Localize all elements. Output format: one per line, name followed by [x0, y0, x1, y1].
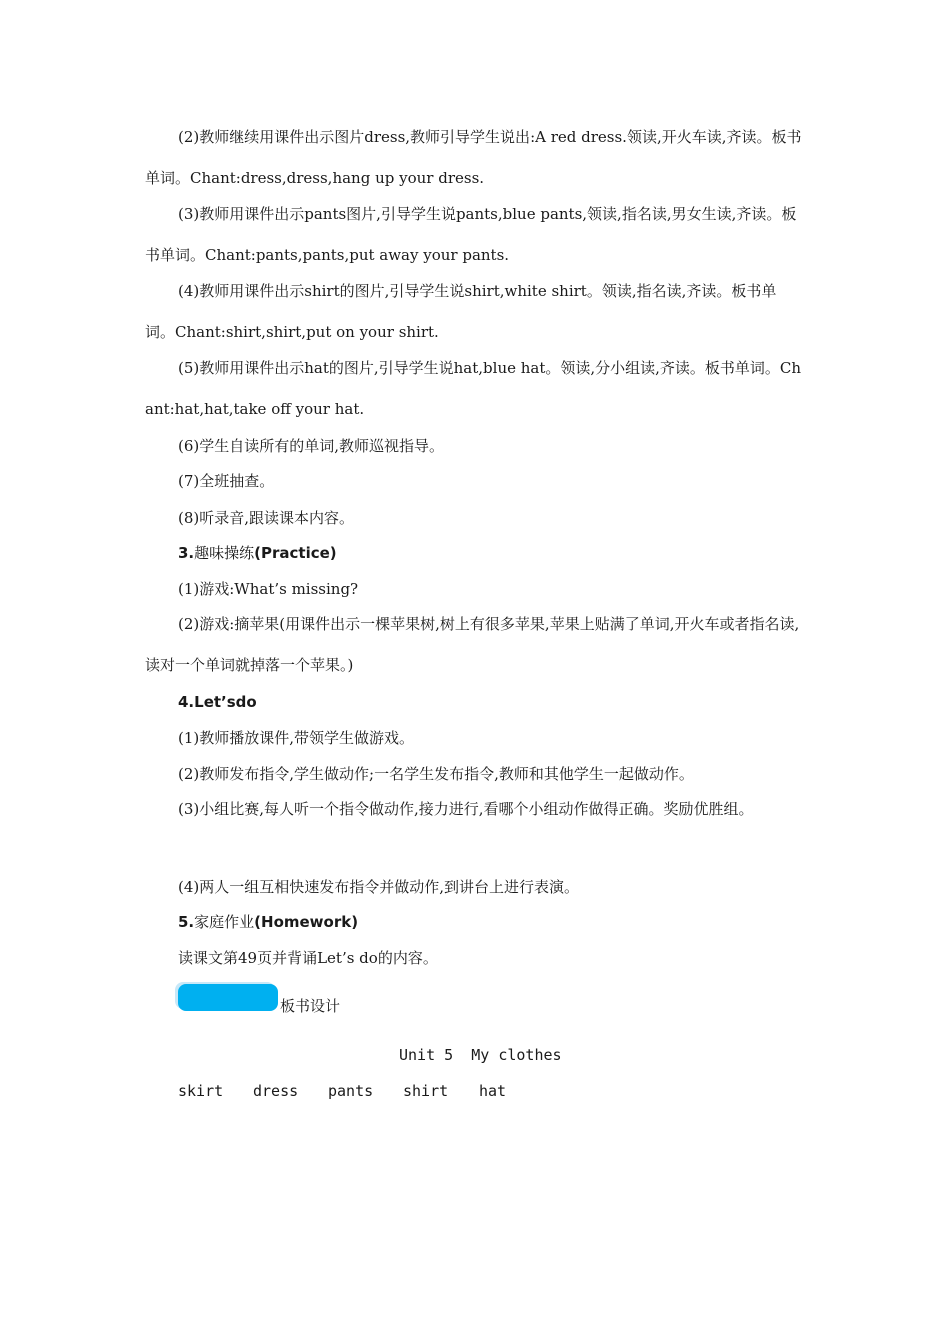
paragraph-step-6: (6)学生自读所有的单词,教师巡视指导。: [178, 437, 445, 455]
board-word: dress: [253, 1082, 299, 1100]
lets-do-item-1: (1)教师播放课件,带领学生做游戏。: [178, 729, 415, 747]
board-word: shirt: [403, 1082, 449, 1100]
lets-do-item-2: (2)教师发布指令,学生做动作;一名学生发布指令,教师和其他学生一起做动作。: [178, 765, 694, 783]
section-number: 3.: [178, 544, 195, 562]
paragraph-step-3: (3)教师用课件出示pants图片,引导学生说pants,blue pants,领读,指名读,男女生读,齐读。板书单词。Chant:pants,pants,put away your pants.: [145, 205, 797, 264]
paragraph-step-4: (4)教师用课件出示shirt的图片,引导学生说shirt,white shirt。领读,指名读,齐读。板书单词。Chant:shirt,shirt,put on your shirt.: [145, 282, 777, 341]
board-word: hat: [479, 1082, 507, 1100]
board-word: skirt: [178, 1082, 224, 1100]
practice-item-1: (1)游戏:What’s missing?: [178, 580, 359, 598]
board-title: Unit 5 My clothes: [399, 1046, 562, 1064]
board-design-label: 板书设计: [280, 997, 341, 1015]
section-title-en: (Homework): [254, 913, 359, 931]
section-heading-homework: [178, 912, 358, 932]
section-title-cn: 家庭作业: [194, 913, 255, 931]
section-heading-lets-do: 4.Let’sdo: [178, 693, 257, 711]
section-heading-practice: [178, 543, 337, 563]
section-title-cn: 趣味操练: [194, 544, 255, 562]
board-word: pants: [328, 1082, 374, 1100]
paragraph-step-8: (8)听录音,跟读课本内容。: [178, 509, 355, 527]
paragraph-step-2: (2)教师继续用课件出示图片dress,教师引导学生说出:A red dress.领读,开火车读,齐读。板书单词。Chant:dress,dress,hang up your dress.: [145, 128, 802, 187]
lets-do-item-3: (3)小组比赛,每人听一个指令做动作,接力进行,看哪个小组动作做得正确。奖励优胜组。: [178, 800, 754, 818]
homework-item-1: 读课文第49页并背诵Let’s do的内容。: [178, 949, 438, 967]
practice-item-2: (2)游戏:摘苹果(用课件出示一棵苹果树,树上有很多苹果,苹果上贴满了单词,开火车或者指名读,读对一个单词就掉落一个苹果。): [145, 615, 800, 674]
paragraph-step-7: (7)全班抽查。: [178, 472, 275, 490]
section-title-en: (Practice): [254, 544, 337, 562]
lets-do-item-4: (4)两人一组互相快速发布指令并做动作,到讲台上进行表演。: [178, 878, 580, 896]
paragraph-step-5: (5)教师用课件出示hat的图片,引导学生说hat,blue hat。领读,分小组读,齐读。板书单词。Chant:hat,hat,take off your hat.: [145, 359, 802, 418]
section-number: 5.: [178, 913, 195, 931]
section-tag-badge: [178, 984, 278, 1011]
